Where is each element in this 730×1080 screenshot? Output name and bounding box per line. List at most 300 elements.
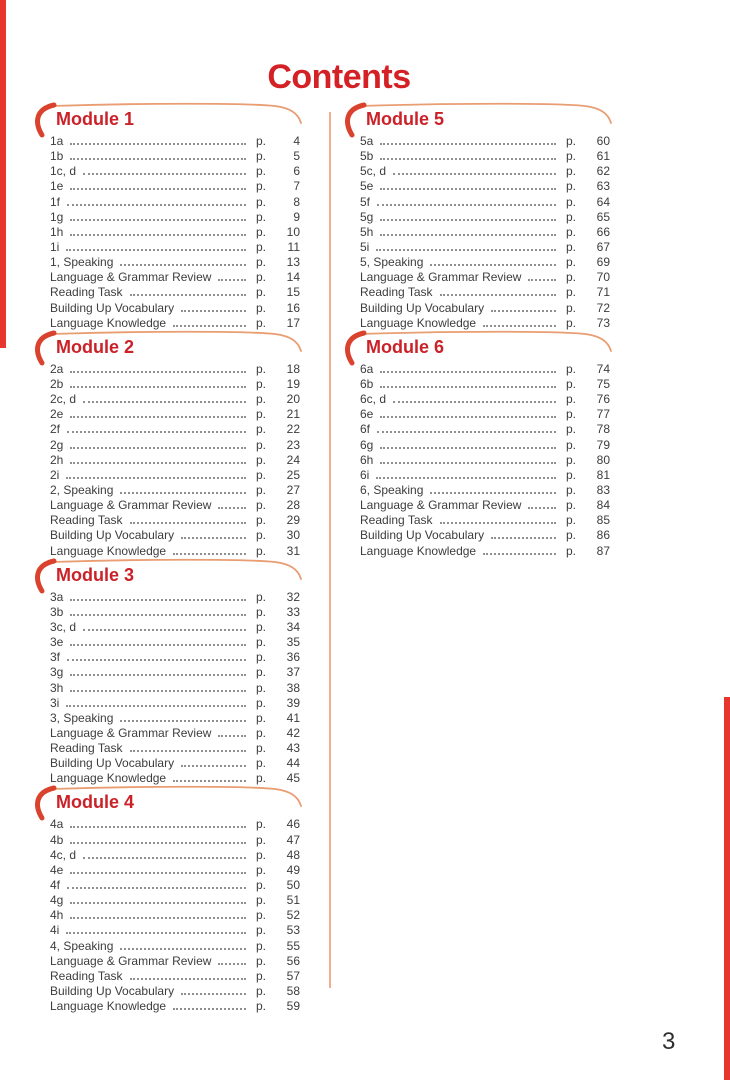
toc-entry — [50, 711, 300, 726]
toc-entry-page-number: 58 — [286, 984, 300, 999]
toc-entry-label: 2b — [50, 376, 64, 391]
toc-entry — [50, 590, 300, 605]
page-abbrev-label: p. — [256, 422, 267, 437]
toc-entry-label: Language & Grammar Review — [50, 498, 212, 513]
toc-entry — [50, 771, 300, 786]
toc-entry — [360, 210, 610, 225]
dotted-leader — [218, 507, 246, 509]
toc-entry — [360, 528, 610, 543]
page-title: Contents — [267, 58, 411, 96]
toc-entry-label: 1h — [50, 224, 64, 239]
module-header — [42, 562, 300, 588]
toc-entry-page-number: 35 — [286, 635, 300, 650]
toc-entry-page-number: 8 — [293, 194, 300, 209]
toc-entry-label: Language Knowledge — [50, 315, 167, 330]
toc-entry-label: 1c, d — [50, 164, 77, 179]
page-abbrev-label: p. — [256, 650, 267, 665]
module-section — [352, 334, 610, 559]
module-title: Module 5 — [366, 109, 445, 129]
toc-entry-label: 6h — [360, 452, 374, 467]
toc-entry-page-number: 79 — [596, 437, 610, 452]
page-abbrev-label: p. — [256, 437, 267, 452]
toc-entry — [50, 726, 300, 741]
toc-entry — [50, 149, 300, 164]
toc-entry-label: 3e — [50, 635, 64, 650]
toc-entry-page-number: 20 — [286, 392, 300, 407]
toc-entry-page-number: 39 — [286, 695, 300, 710]
toc-entry — [50, 969, 300, 984]
page-abbrev-label: p. — [566, 392, 577, 407]
module-title: Module 2 — [56, 336, 135, 357]
toc-entry-label: 2f — [50, 422, 61, 437]
toc-entry — [360, 544, 610, 559]
page-abbrev-label: p. — [256, 224, 267, 239]
page-abbrev-label: p. — [256, 908, 267, 923]
toc-entry — [50, 635, 300, 650]
dotted-leader — [130, 750, 247, 752]
toc-entry-label: 5e — [360, 179, 374, 194]
page-abbrev-label: p. — [256, 938, 267, 953]
page-abbrev-label: p. — [256, 695, 267, 710]
toc-entry-page-number: 87 — [596, 543, 610, 558]
page-edge-bar-bottom-right — [724, 697, 730, 1080]
toc-entry-page-number: 31 — [286, 543, 300, 558]
dotted-leader — [83, 629, 246, 631]
page-abbrev-label: p. — [566, 179, 577, 194]
toc-entry-page-number: 28 — [286, 498, 300, 513]
dotted-leader — [173, 553, 246, 555]
dotted-leader — [70, 690, 246, 692]
page-abbrev-label: p. — [256, 953, 267, 968]
toc-entry-page-number: 23 — [286, 437, 300, 452]
page-abbrev-label: p. — [256, 756, 267, 771]
toc-entry — [50, 893, 300, 908]
toc-entry-page-number: 62 — [596, 164, 610, 179]
dotted-leader — [483, 325, 556, 327]
toc-entry — [360, 195, 610, 210]
toc-entry-page-number: 71 — [596, 285, 610, 300]
toc-entry — [360, 438, 610, 453]
page-abbrev-label: p. — [256, 467, 267, 482]
toc-entry-label: 5f — [360, 194, 371, 209]
toc-entry-page-number: 75 — [596, 376, 610, 391]
toc-entry-page-number: 19 — [286, 376, 300, 391]
page-abbrev-label: p. — [256, 134, 267, 148]
toc-entry-label: 3h — [50, 680, 64, 695]
toc-entry-label: 3c, d — [50, 619, 77, 634]
page-abbrev-label: p. — [566, 149, 577, 164]
dotted-leader — [380, 143, 556, 145]
toc-entry-page-number: 80 — [596, 452, 610, 467]
toc-entry-page-number: 16 — [286, 300, 300, 315]
toc-entry-label: Building Up Vocabulary — [360, 300, 485, 315]
page-abbrev-label: p. — [256, 817, 267, 832]
toc-entry-label: 6i — [360, 467, 370, 482]
page-abbrev-label: p. — [256, 923, 267, 938]
toc-entry-page-number: 70 — [596, 270, 610, 285]
toc-entry-page-number: 73 — [596, 315, 610, 330]
toc-entry-page-number: 25 — [286, 467, 300, 482]
page-abbrev-label: p. — [256, 179, 267, 194]
page-abbrev-label: p. — [566, 467, 577, 482]
toc-entry-page-number: 69 — [596, 255, 610, 270]
toc-entry-label: Language Knowledge — [50, 999, 167, 1014]
module-section — [352, 106, 610, 331]
page-abbrev-label: p. — [256, 619, 267, 634]
module-entry-list — [42, 134, 300, 331]
toc-entry — [50, 422, 300, 437]
toc-entry-label: 6g — [360, 437, 374, 452]
toc-entry-label: 5i — [360, 239, 370, 254]
toc-entry — [50, 954, 300, 969]
toc-entry-label: 6, Speaking — [360, 482, 424, 497]
toc-entry — [50, 195, 300, 210]
page-abbrev-label: p. — [256, 725, 267, 740]
dotted-leader — [440, 294, 557, 296]
page-abbrev-label: p. — [566, 224, 577, 239]
dotted-leader — [70, 674, 246, 676]
dotted-leader — [70, 462, 246, 464]
module-header — [42, 106, 300, 132]
toc-entry — [50, 362, 300, 377]
toc-entry-label: 2e — [50, 407, 64, 422]
toc-entry — [50, 483, 300, 498]
toc-entry — [360, 468, 610, 483]
page-abbrev-label: p. — [256, 239, 267, 254]
toc-entry — [50, 908, 300, 923]
dotted-leader — [70, 158, 246, 160]
toc-entry-page-number: 7 — [293, 179, 300, 194]
dotted-leader — [130, 978, 247, 980]
toc-entry — [360, 422, 610, 437]
toc-entry — [50, 650, 300, 665]
toc-entry-label: 3f — [50, 650, 61, 665]
toc-entry-page-number: 17 — [286, 315, 300, 330]
page-abbrev-label: p. — [256, 392, 267, 407]
toc-entry-label: Reading Task — [50, 968, 123, 983]
toc-entry-label: 4f — [50, 878, 61, 893]
toc-entry-label: 5a — [360, 134, 374, 148]
toc-entry-page-number: 84 — [596, 498, 610, 513]
toc-entry-label: Building Up Vocabulary — [360, 528, 485, 543]
toc-entry-page-number: 56 — [286, 953, 300, 968]
page-abbrev-label: p. — [256, 255, 267, 270]
toc-entry — [50, 498, 300, 513]
toc-entry-label: Building Up Vocabulary — [50, 528, 175, 543]
toc-entry-label: 2i — [50, 467, 60, 482]
dotted-leader — [377, 431, 556, 433]
toc-entry-page-number: 22 — [286, 422, 300, 437]
dotted-leader — [70, 599, 246, 601]
toc-entry-label: 4g — [50, 893, 64, 908]
page-abbrev-label: p. — [256, 999, 267, 1014]
toc-entry — [50, 528, 300, 543]
toc-entry — [50, 513, 300, 528]
toc-entry-page-number: 30 — [286, 528, 300, 543]
dotted-leader — [70, 842, 246, 844]
page-abbrev-label: p. — [256, 209, 267, 224]
page-abbrev-label: p. — [566, 315, 577, 330]
dotted-leader — [483, 553, 556, 555]
dotted-leader — [130, 294, 247, 296]
right-column — [352, 106, 610, 562]
page-abbrev-label: p. — [256, 164, 267, 179]
toc-entry — [360, 301, 610, 316]
toc-entry-label: 2h — [50, 452, 64, 467]
toc-entry — [360, 149, 610, 164]
toc-entry-page-number: 48 — [286, 847, 300, 862]
dotted-leader — [380, 219, 556, 221]
dotted-leader — [380, 188, 556, 190]
dotted-leader — [70, 188, 246, 190]
dotted-leader — [218, 963, 246, 965]
toc-entry-label: Reading Task — [50, 741, 123, 756]
toc-entry-page-number: 67 — [596, 239, 610, 254]
toc-entry-label: 1a — [50, 134, 64, 148]
module-title: Module 1 — [56, 109, 135, 129]
toc-entry-page-number: 4 — [293, 134, 300, 148]
toc-entry-page-number: 10 — [286, 224, 300, 239]
page-abbrev-label: p. — [566, 194, 577, 209]
dotted-leader — [130, 522, 247, 524]
toc-entry — [50, 468, 300, 483]
dotted-leader — [70, 447, 246, 449]
page-abbrev-label: p. — [256, 407, 267, 422]
dotted-leader — [70, 143, 246, 145]
dotted-leader — [380, 416, 556, 418]
toc-entry-label: 3g — [50, 665, 64, 680]
toc-entry — [50, 210, 300, 225]
page-abbrev-label: p. — [566, 482, 577, 497]
dotted-leader — [380, 158, 556, 160]
dotted-leader — [120, 492, 246, 494]
dotted-leader — [528, 279, 556, 281]
toc-entry-label: 4i — [50, 923, 60, 938]
module-title: Module 4 — [56, 792, 135, 813]
toc-entry-label: 3i — [50, 695, 60, 710]
page-abbrev-label: p. — [566, 376, 577, 391]
dotted-leader — [380, 234, 556, 236]
page-abbrev-label: p. — [566, 498, 577, 513]
toc-entry-label: 6b — [360, 376, 374, 391]
dotted-leader — [380, 386, 556, 388]
page-abbrev-label: p. — [256, 194, 267, 209]
toc-entry-page-number: 53 — [286, 923, 300, 938]
toc-entry — [50, 453, 300, 468]
dotted-leader — [67, 659, 246, 661]
module-section — [42, 106, 300, 331]
page-abbrev-label: p. — [256, 862, 267, 877]
page-abbrev-label: p. — [256, 149, 267, 164]
dotted-leader — [70, 234, 246, 236]
page-abbrev-label: p. — [256, 710, 267, 725]
toc-entry-page-number: 6 — [293, 164, 300, 179]
toc-entry-page-number: 72 — [596, 300, 610, 315]
toc-entry-page-number: 21 — [286, 407, 300, 422]
page-abbrev-label: p. — [566, 361, 577, 376]
toc-entry-page-number: 18 — [286, 361, 300, 376]
toc-entry-page-number: 47 — [286, 832, 300, 847]
toc-entry-page-number: 42 — [286, 725, 300, 740]
toc-entry-label: 6f — [360, 422, 371, 437]
page-abbrev-label: p. — [256, 968, 267, 983]
dotted-leader — [377, 204, 556, 206]
toc-entry — [50, 316, 300, 331]
toc-entry-label: Language & Grammar Review — [50, 725, 212, 740]
dotted-leader — [380, 371, 556, 373]
dotted-leader — [70, 917, 246, 919]
toc-entry — [50, 833, 300, 848]
toc-entry-label: Language & Grammar Review — [360, 270, 522, 285]
toc-entry-page-number: 63 — [596, 179, 610, 194]
toc-entry-page-number: 45 — [286, 771, 300, 786]
toc-entry — [50, 848, 300, 863]
page-abbrev-label: p. — [566, 407, 577, 422]
dotted-leader — [218, 735, 246, 737]
toc-entry-page-number: 78 — [596, 422, 610, 437]
toc-entry-page-number: 13 — [286, 255, 300, 270]
toc-entry — [360, 270, 610, 285]
toc-entry — [360, 407, 610, 422]
page-abbrev-label: p. — [566, 422, 577, 437]
toc-entry-page-number: 74 — [596, 361, 610, 376]
toc-entry-label: 2, Speaking — [50, 482, 114, 497]
page-abbrev-label: p. — [566, 134, 577, 148]
dotted-leader — [70, 872, 246, 874]
dotted-leader — [70, 371, 246, 373]
toc-entry — [360, 513, 610, 528]
left-column — [42, 106, 300, 1017]
dotted-leader — [173, 325, 246, 327]
page-abbrev-label: p. — [256, 665, 267, 680]
dotted-leader — [70, 386, 246, 388]
dotted-leader — [120, 948, 246, 950]
toc-entry-label: 1i — [50, 239, 60, 254]
page-abbrev-label: p. — [566, 300, 577, 315]
page-abbrev-label: p. — [256, 893, 267, 908]
page-abbrev-label: p. — [566, 209, 577, 224]
dotted-leader — [67, 887, 246, 889]
page-abbrev-label: p. — [256, 361, 267, 376]
toc-entry — [50, 285, 300, 300]
toc-entry-page-number: 9 — [293, 209, 300, 224]
page-abbrev-label: p. — [256, 589, 267, 604]
toc-entry-label: 4c, d — [50, 847, 77, 862]
dotted-leader — [70, 826, 246, 828]
page-abbrev-label: p. — [256, 771, 267, 786]
toc-entry-label: 2g — [50, 437, 64, 452]
toc-entry — [50, 817, 300, 832]
toc-entry-page-number: 52 — [286, 908, 300, 923]
dotted-leader — [218, 279, 246, 281]
toc-entry — [360, 225, 610, 240]
toc-entry — [50, 392, 300, 407]
toc-entry-label: 5c, d — [360, 164, 387, 179]
page-abbrev-label: p. — [256, 482, 267, 497]
toc-entry-label: Reading Task — [50, 285, 123, 300]
toc-entry — [50, 984, 300, 999]
module-title: Module 3 — [56, 564, 135, 585]
toc-entry — [50, 878, 300, 893]
toc-entry-page-number: 33 — [286, 604, 300, 619]
toc-entry — [50, 240, 300, 255]
toc-entry — [50, 741, 300, 756]
toc-entry-label: 4e — [50, 862, 64, 877]
page-edge-bar-top-left — [0, 0, 6, 348]
page-abbrev-label: p. — [256, 635, 267, 650]
module-header — [42, 789, 300, 815]
page-abbrev-label: p. — [256, 543, 267, 558]
toc-entry-page-number: 51 — [286, 893, 300, 908]
dotted-leader — [380, 447, 556, 449]
page-abbrev-label: p. — [566, 513, 577, 528]
toc-entry — [360, 483, 610, 498]
dotted-leader — [173, 780, 246, 782]
page-abbrev-label: p. — [566, 543, 577, 558]
module-entry-list — [42, 590, 300, 787]
toc-entry-label: 4b — [50, 832, 64, 847]
toc-entry — [360, 285, 610, 300]
toc-entry-page-number: 14 — [286, 270, 300, 285]
toc-entry-label: Language Knowledge — [50, 771, 167, 786]
toc-entry-page-number: 83 — [596, 482, 610, 497]
toc-entry — [50, 923, 300, 938]
dotted-leader — [66, 932, 246, 934]
toc-entry-label: 2c, d — [50, 392, 77, 407]
dotted-leader — [376, 249, 556, 251]
toc-entry — [360, 377, 610, 392]
dotted-leader — [120, 720, 246, 722]
dotted-leader — [83, 401, 246, 403]
page-abbrev-label: p. — [256, 741, 267, 756]
page-number: 3 — [662, 1028, 676, 1055]
module-entry-list — [352, 134, 610, 331]
toc-entry — [360, 453, 610, 468]
toc-entry-label: Language Knowledge — [360, 543, 477, 558]
dotted-leader — [181, 537, 246, 539]
toc-entry-label: Reading Task — [360, 513, 433, 528]
toc-entry — [50, 164, 300, 179]
toc-entry — [50, 270, 300, 285]
page-abbrev-label: p. — [566, 164, 577, 179]
module-header — [352, 106, 610, 132]
module-section — [42, 789, 300, 1014]
toc-entry — [50, 134, 300, 149]
toc-entry — [360, 255, 610, 270]
toc-entry — [360, 316, 610, 331]
toc-entry-page-number: 55 — [286, 938, 300, 953]
module-section — [42, 562, 300, 787]
page-abbrev-label: p. — [256, 270, 267, 285]
page-abbrev-label: p. — [256, 513, 267, 528]
dotted-leader — [393, 173, 556, 175]
dotted-leader — [440, 522, 557, 524]
dotted-leader — [67, 431, 246, 433]
dotted-leader — [70, 614, 246, 616]
page-abbrev-label: p. — [256, 832, 267, 847]
page-abbrev-label: p. — [566, 437, 577, 452]
dotted-leader — [393, 401, 556, 403]
page-abbrev-label: p. — [256, 315, 267, 330]
toc-entry-label: 5, Speaking — [360, 255, 424, 270]
dotted-leader — [430, 264, 556, 266]
toc-entry-page-number: 77 — [596, 407, 610, 422]
dotted-leader — [376, 477, 556, 479]
module-section — [42, 334, 300, 559]
toc-entry-label: Building Up Vocabulary — [50, 756, 175, 771]
toc-entry-label: 4, Speaking — [50, 938, 114, 953]
toc-entry-page-number: 34 — [286, 619, 300, 634]
